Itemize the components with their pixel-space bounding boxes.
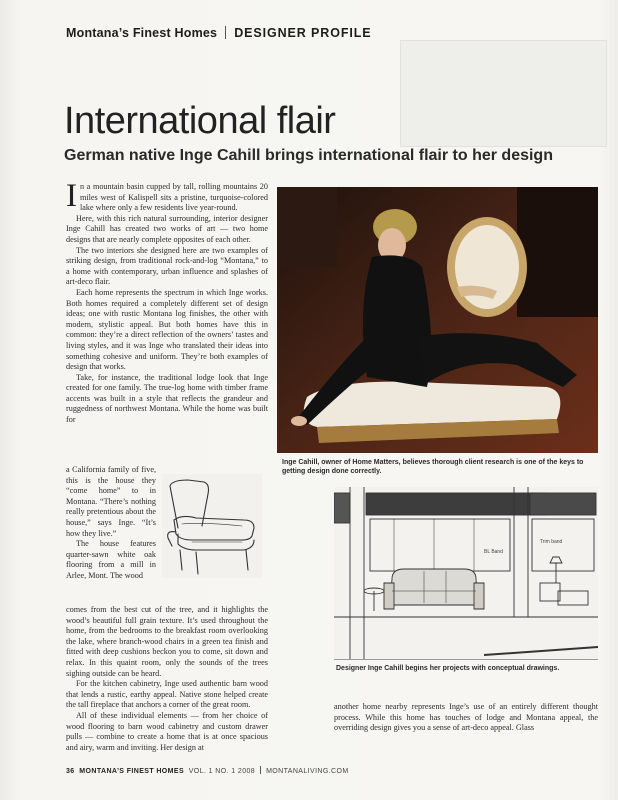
photo-caption: Inge Cahill, owner of Home Matters, believes thorough client research is one of the keys to getting design done correctly.: [282, 459, 584, 475]
paragraph-6: The house features quarter-sawn white oak flooring from a mill in Arlee, Mont. The wood: [66, 539, 156, 580]
chair-sketch-icon: [162, 474, 262, 578]
article-column-1: [66, 178, 268, 426]
footer-magazine: MONTANA’S FINEST HOMES: [79, 768, 185, 775]
article-column-2: [334, 702, 598, 734]
paragraph-8: All of these individual elements — from her choice of wood flooring to barn wood cabinetry and custom drawer pulls — combine to create a home that is at once spacious and airy, warm and inviting. Her design at: [66, 710, 268, 752]
paragraph-2: Here, with this rich natural surrounding, interior designer Inge Cahill has created two works of art — two home designs that are nearly complete opposites of each other.: [66, 213, 268, 244]
paragraph-7: For the kitchen cabinetry, Inge used authentic barn wood that lends a rustic, earthy appeal. Native stone helped create the tall fireplace that anchors a corner of the great room.: [66, 679, 268, 710]
drop-cap: I: [66, 178, 77, 214]
paragraph-9: another home nearby represents Inge’s use of an entirely different thought process. While this home has touches of lodge and Montana appeal, the overriding design gives you a sense of art-deco appeal. Glass: [334, 702, 598, 733]
portrait-photo-image: [277, 187, 598, 453]
paragraph-5: Take, for instance, the traditional lodge look that Inge created for one family. The true-log home with timber frame accents was built in a style that reflects the grandeur and ruggedness of northwest Montana. While the home was built for: [66, 372, 268, 425]
room-sketch-icon: [334, 487, 598, 659]
paragraph-6-cont: comes from the best cut of the tree, and it highlights the wood’s beautiful full grain texture. It’s used throughout the home, from the bedrooms to the breakfast room overlooking the lake, where branch-wood chairs in a green tea finish and fitted with deep cushions beckon you to come, sit down and relax. In this quaint room, only the sounds of the trees sighing outside can be heard.: [66, 605, 268, 678]
header-divider: [225, 26, 226, 39]
page-number: 36: [66, 768, 75, 775]
article-narrow-column: [66, 465, 156, 582]
article-subtitle: German native Inge Cahill brings international flair to her design: [64, 147, 553, 164]
paragraph-4: Each home represents the spectrum in which Inge works. Both homes required a completely different set of design ideas; one with rustic Montana log finishes, the other with modern, stylistic appeal. But both homes have this in common: they’re a direct reflection of the owners’ tastes and living styles, and it was Inge who translated their ideas into something cohesive and uniform. They’re both examples of design that works.: [66, 287, 268, 372]
section-name: DESIGNER PROFILE: [234, 26, 372, 40]
paragraph-1: n a mountain basin cupped by tall, rolling mountains 20 miles west of Kalispell sits a pristine, turquoise-colored lake where only a few residents live year-round.: [80, 182, 268, 213]
article-title: International flair: [64, 100, 336, 142]
magazine-name: Montana’s Finest Homes: [66, 26, 218, 40]
conceptual-drawing-image: [334, 487, 598, 660]
svg-text:Trim band: Trim band: [540, 539, 563, 545]
show-through-artifact: [400, 40, 607, 147]
svg-text:BL Band: BL Band: [484, 549, 503, 555]
chair-sketch-image: [162, 474, 262, 578]
page-header: [66, 26, 372, 40]
footer-divider: [260, 766, 261, 774]
article-column-1-bottom: [66, 605, 268, 753]
page-footer: [66, 766, 349, 775]
footer-website: MONTANALIVING.COM: [266, 768, 349, 775]
drawing-caption: Designer Inge Cahill begins her projects with conceptual drawings.: [336, 665, 560, 672]
footer-issue: VOL. 1 NO. 1 2008: [188, 768, 256, 775]
paragraph-5-cont: a California family of five, this is the house they “come home” to in Montana. “There’s nothing really pretentious about the house,” says Inge. “It’s how they live.”: [66, 465, 156, 538]
paragraph-3: The two interiors she designed here are two examples of striking design, from traditional rock-and-log “Montana,” to a home with contemporary, urban influence and splashes of art-deco flair.: [66, 245, 268, 287]
designer-portrait-photo: [277, 187, 598, 453]
